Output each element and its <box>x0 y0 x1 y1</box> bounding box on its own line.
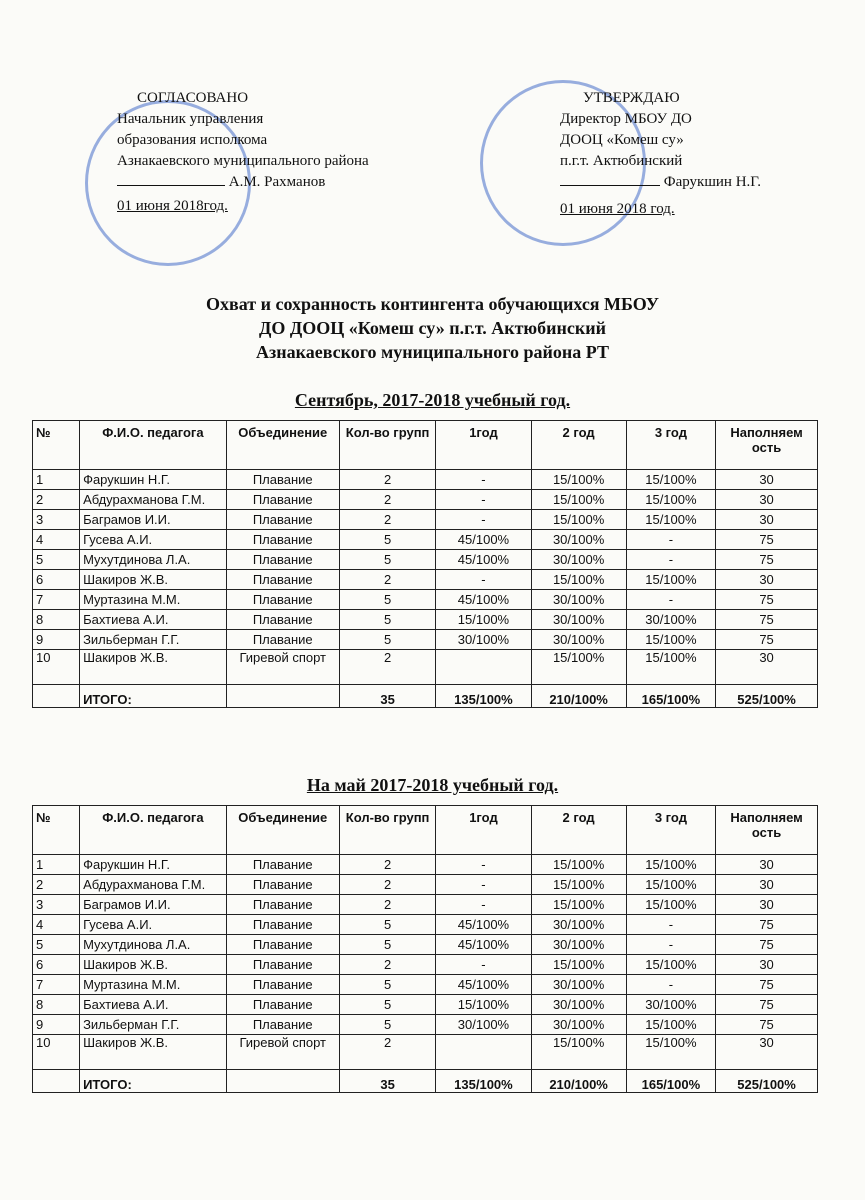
table-cell: 9 <box>33 1015 80 1035</box>
table-cell: - <box>436 470 531 490</box>
table-cell: 5 <box>339 915 436 935</box>
total-cell <box>226 1070 339 1093</box>
table-cell: Плавание <box>226 975 339 995</box>
column-header: Наполняем ость <box>716 421 818 470</box>
table-cell: 15/100% <box>626 895 715 915</box>
table-row <box>33 895 818 915</box>
table-cell: 30/100% <box>531 530 626 550</box>
table-row <box>33 530 818 550</box>
table-cell: 30 <box>716 1035 818 1070</box>
table-row <box>33 590 818 610</box>
table-cell: 7 <box>33 975 80 995</box>
column-header: Наполняем ость <box>716 806 818 855</box>
table-cell: 10 <box>33 1035 80 1070</box>
table-cell: Плавание <box>226 995 339 1015</box>
table-cell: 75 <box>716 630 818 650</box>
table-cell: Бахтиева А.И. <box>80 610 227 630</box>
table-cell: 30/100% <box>531 935 626 955</box>
table-cell: Баграмов И.И. <box>80 510 227 530</box>
table-cell: 30/100% <box>531 590 626 610</box>
table-cell: 15/100% <box>531 955 626 975</box>
table-cell: Шакиров Ж.В. <box>80 1035 227 1070</box>
table-may <box>32 805 818 1093</box>
title-line: Азнакаевского муниципального района РТ <box>256 342 609 362</box>
total-cell: 165/100% <box>626 685 715 708</box>
table-cell: 2 <box>33 875 80 895</box>
table-cell: Плавание <box>226 550 339 570</box>
approval-left-line: Азнакаевского муниципального района <box>117 153 369 169</box>
table-cell: 5 <box>33 935 80 955</box>
table-cell: 15/100% <box>531 510 626 530</box>
table-cell: 30 <box>716 855 818 875</box>
table-cell: 30 <box>716 470 818 490</box>
table-cell: 45/100% <box>436 550 531 570</box>
table-cell: 2 <box>339 650 436 685</box>
table-cell: 5 <box>339 935 436 955</box>
table-cell: 8 <box>33 995 80 1015</box>
approval-right-date: 01 июня 2018 год. <box>560 201 675 217</box>
table-row <box>33 975 818 995</box>
column-header: Кол-во групп <box>339 806 436 855</box>
table-row <box>33 855 818 875</box>
total-cell <box>33 1070 80 1093</box>
table-cell: 10 <box>33 650 80 685</box>
approval-right-heading: УТВЕРЖДАЮ <box>583 90 680 106</box>
total-cell: ИТОГО: <box>80 1070 227 1093</box>
table-cell: Плавание <box>226 510 339 530</box>
table-cell: 6 <box>33 570 80 590</box>
signature-row-right <box>560 172 761 193</box>
approval-right <box>560 88 761 220</box>
table-cell: 45/100% <box>436 530 531 550</box>
table-cell: 30/100% <box>626 995 715 1015</box>
table-cell: Плавание <box>226 895 339 915</box>
table-cell: 75 <box>716 530 818 550</box>
table-cell: 15/100% <box>626 510 715 530</box>
table-row <box>33 875 818 895</box>
table-cell: 15/100% <box>626 955 715 975</box>
table-cell: Плавание <box>226 875 339 895</box>
column-header: № <box>33 806 80 855</box>
table-cell: Абдурахманова Г.М. <box>80 875 227 895</box>
table-cell: - <box>626 935 715 955</box>
table-cell: - <box>436 510 531 530</box>
table-cell: 15/100% <box>626 490 715 510</box>
table-cell: - <box>436 490 531 510</box>
table-cell: - <box>436 875 531 895</box>
total-cell: 210/100% <box>531 685 626 708</box>
table-cell: Фарукшин Н.Г. <box>80 855 227 875</box>
table-cell: Плавание <box>226 610 339 630</box>
table-cell: Гиревой спорт <box>226 650 339 685</box>
approval-left-date: 01 июня 2018год. <box>117 198 228 214</box>
table-row <box>33 510 818 530</box>
column-header: 1год <box>436 806 531 855</box>
header-row <box>33 806 818 855</box>
total-cell: 525/100% <box>716 1070 818 1093</box>
table-cell: Шакиров Ж.В. <box>80 650 227 685</box>
table-cell: 15/100% <box>531 1035 626 1070</box>
table-cell: 30/100% <box>531 915 626 935</box>
signature-name-left: А.М. Рахманов <box>228 174 326 190</box>
approval-left-line: Начальник управления <box>117 111 264 127</box>
column-header: Кол-во групп <box>339 421 436 470</box>
table-cell: 45/100% <box>436 590 531 610</box>
table-row <box>33 630 818 650</box>
table-cell: Плавание <box>226 630 339 650</box>
table-cell: 5 <box>339 995 436 1015</box>
table-cell: 2 <box>339 510 436 530</box>
table-cell: Плавание <box>226 955 339 975</box>
table-cell: - <box>436 895 531 915</box>
table-cell: - <box>436 570 531 590</box>
table-cell: - <box>626 550 715 570</box>
table-cell: 2 <box>339 570 436 590</box>
table-cell: 5 <box>339 530 436 550</box>
table-cell: Плавание <box>226 915 339 935</box>
table-cell: Муртазина М.М. <box>80 590 227 610</box>
total-row <box>33 1070 818 1093</box>
table-cell: 8 <box>33 610 80 630</box>
column-header: № <box>33 421 80 470</box>
table-cell: 15/100% <box>626 630 715 650</box>
table-cell: 30/100% <box>436 1015 531 1035</box>
table-cell: 30/100% <box>531 995 626 1015</box>
title-line: ДО ДООЦ «Комеш су» п.г.т. Актюбинский <box>258 318 607 338</box>
column-header: 3 год <box>626 806 715 855</box>
table-cell: 15/100% <box>531 895 626 915</box>
table-cell: 2 <box>339 855 436 875</box>
column-header: Объединение <box>226 806 339 855</box>
table-row <box>33 470 818 490</box>
table-row <box>33 610 818 630</box>
total-cell: 35 <box>339 1070 436 1093</box>
table-cell: 6 <box>33 955 80 975</box>
table-cell: 15/100% <box>531 650 626 685</box>
table-cell: Плавание <box>226 935 339 955</box>
table-cell: Плавание <box>226 1015 339 1035</box>
approval-right-line: Директор МБОУ ДО <box>560 111 692 127</box>
signature-name-right: Фарукшин Н.Г. <box>663 174 762 190</box>
table-cell: 15/100% <box>531 855 626 875</box>
table-cell: 30/100% <box>626 610 715 630</box>
table-cell: 75 <box>716 550 818 570</box>
table-cell: Плавание <box>226 590 339 610</box>
table-cell: - <box>436 855 531 875</box>
table-cell: 2 <box>339 490 436 510</box>
table-cell: 30 <box>716 895 818 915</box>
approval-right-line: ДООЦ «Комеш су» <box>560 132 684 148</box>
table-row <box>33 570 818 590</box>
table-cell: 15/100% <box>626 470 715 490</box>
table-cell: 75 <box>716 590 818 610</box>
table-cell: 15/100% <box>626 855 715 875</box>
table-cell: Зильберман Г.Г. <box>80 630 227 650</box>
table-cell: - <box>626 915 715 935</box>
column-header: 2 год <box>531 421 626 470</box>
table-cell: - <box>626 530 715 550</box>
table-row <box>33 1015 818 1035</box>
table-cell: Гусева А.И. <box>80 915 227 935</box>
table-cell: 5 <box>33 550 80 570</box>
approval-left-heading: СОГЛАСОВАНО <box>137 90 249 106</box>
table-cell: 4 <box>33 915 80 935</box>
table-cell: 15/100% <box>531 470 626 490</box>
table-cell: 15/100% <box>626 875 715 895</box>
column-header: Объединение <box>226 421 339 470</box>
total-cell: 135/100% <box>436 685 531 708</box>
total-row <box>33 685 818 708</box>
table-2-subtitle: На май 2017-2018 учебный год. <box>306 775 559 795</box>
table-cell: Плавание <box>226 530 339 550</box>
table-cell: 15/100% <box>626 650 715 685</box>
column-header: 3 год <box>626 421 715 470</box>
table-cell: 30/100% <box>531 1015 626 1035</box>
table-cell: 75 <box>716 935 818 955</box>
table-cell: 9 <box>33 630 80 650</box>
table-cell: Абдурахманова Г.М. <box>80 490 227 510</box>
table-cell: 5 <box>339 590 436 610</box>
table-row <box>33 490 818 510</box>
table-cell <box>436 650 531 685</box>
table-cell: 7 <box>33 590 80 610</box>
table-cell: 30 <box>716 510 818 530</box>
total-cell <box>33 685 80 708</box>
total-cell: 135/100% <box>436 1070 531 1093</box>
table-cell: 15/100% <box>436 995 531 1015</box>
table-cell: - <box>626 590 715 610</box>
table-cell: Зильберман Г.Г. <box>80 1015 227 1035</box>
table-cell: Шакиров Ж.В. <box>80 570 227 590</box>
table-cell: 75 <box>716 995 818 1015</box>
table-cell: 30/100% <box>531 630 626 650</box>
table-row <box>33 550 818 570</box>
column-header: 2 год <box>531 806 626 855</box>
table-cell: 75 <box>716 975 818 995</box>
table-cell: Баграмов И.И. <box>80 895 227 915</box>
table-cell: 30/100% <box>531 610 626 630</box>
document-title <box>0 292 865 364</box>
table-cell: Плавание <box>226 470 339 490</box>
table-cell: 30/100% <box>436 630 531 650</box>
table-cell: 1 <box>33 855 80 875</box>
column-header: Ф.И.О. педагога <box>80 806 227 855</box>
table-cell: 5 <box>339 550 436 570</box>
table-cell: 45/100% <box>436 915 531 935</box>
table-cell: 15/100% <box>626 1015 715 1035</box>
table-cell: 2 <box>339 895 436 915</box>
column-header: Ф.И.О. педагога <box>80 421 227 470</box>
table-cell: 15/100% <box>436 610 531 630</box>
table-cell: Фарукшин Н.Г. <box>80 470 227 490</box>
table-cell: Гиревой спорт <box>226 1035 339 1070</box>
table-cell: 30/100% <box>531 975 626 995</box>
header-row <box>33 421 818 470</box>
table-cell: 15/100% <box>531 570 626 590</box>
table-cell: 30 <box>716 570 818 590</box>
table-cell: 2 <box>339 955 436 975</box>
table-cell: Плавание <box>226 490 339 510</box>
table-cell: 45/100% <box>436 935 531 955</box>
total-cell: ИТОГО: <box>80 685 227 708</box>
table-cell: Бахтиева А.И. <box>80 995 227 1015</box>
table-cell: 3 <box>33 895 80 915</box>
table-row <box>33 1035 818 1070</box>
table-cell: 5 <box>339 630 436 650</box>
table-cell: 5 <box>339 1015 436 1035</box>
table-cell: 30/100% <box>531 550 626 570</box>
table-cell: - <box>626 975 715 995</box>
table-cell: Плавание <box>226 855 339 875</box>
table-cell: 30 <box>716 955 818 975</box>
table-cell: Гусева А.И. <box>80 530 227 550</box>
approval-left-line: образования исполкома <box>117 132 268 148</box>
table-row <box>33 995 818 1015</box>
table-cell: 15/100% <box>531 875 626 895</box>
table-cell: 5 <box>339 610 436 630</box>
approval-right-line: п.г.т. Актюбинский <box>560 153 683 169</box>
table-cell: 5 <box>339 975 436 995</box>
total-cell <box>226 685 339 708</box>
title-line: Охват и сохранность контингента обучающихся МБОУ <box>205 294 660 314</box>
table-cell: Плавание <box>226 570 339 590</box>
signature-row-left <box>117 172 369 193</box>
table-cell: 2 <box>339 1035 436 1070</box>
table-cell: 75 <box>716 915 818 935</box>
table-row <box>33 955 818 975</box>
table-row <box>33 915 818 935</box>
table-cell: - <box>436 955 531 975</box>
table-cell: 3 <box>33 510 80 530</box>
table-row <box>33 935 818 955</box>
total-cell: 210/100% <box>531 1070 626 1093</box>
table-cell: 30 <box>716 875 818 895</box>
table-cell: 4 <box>33 530 80 550</box>
table-cell: Мухутдинова Л.А. <box>80 935 227 955</box>
table-september <box>32 420 818 708</box>
table-cell: Шакиров Ж.В. <box>80 955 227 975</box>
table-cell: 15/100% <box>626 1035 715 1070</box>
table-cell: 75 <box>716 1015 818 1035</box>
column-header: 1год <box>436 421 531 470</box>
total-cell: 35 <box>339 685 436 708</box>
table-cell: 2 <box>33 490 80 510</box>
approval-left <box>117 88 369 217</box>
table-cell: 45/100% <box>436 975 531 995</box>
table-cell: Мухутдинова Л.А. <box>80 550 227 570</box>
table-row <box>33 650 818 685</box>
table-cell: 30 <box>716 650 818 685</box>
table-1-subtitle: Сентябрь, 2017-2018 учебный год. <box>294 390 571 410</box>
table-cell: Муртазина М.М. <box>80 975 227 995</box>
table-cell: 2 <box>339 470 436 490</box>
total-cell: 165/100% <box>626 1070 715 1093</box>
table-cell: 1 <box>33 470 80 490</box>
table-cell: 15/100% <box>531 490 626 510</box>
table-cell: 75 <box>716 610 818 630</box>
total-cell: 525/100% <box>716 685 818 708</box>
table-cell: 2 <box>339 875 436 895</box>
table-cell: 15/100% <box>626 570 715 590</box>
table-cell: 30 <box>716 490 818 510</box>
table-cell <box>436 1035 531 1070</box>
